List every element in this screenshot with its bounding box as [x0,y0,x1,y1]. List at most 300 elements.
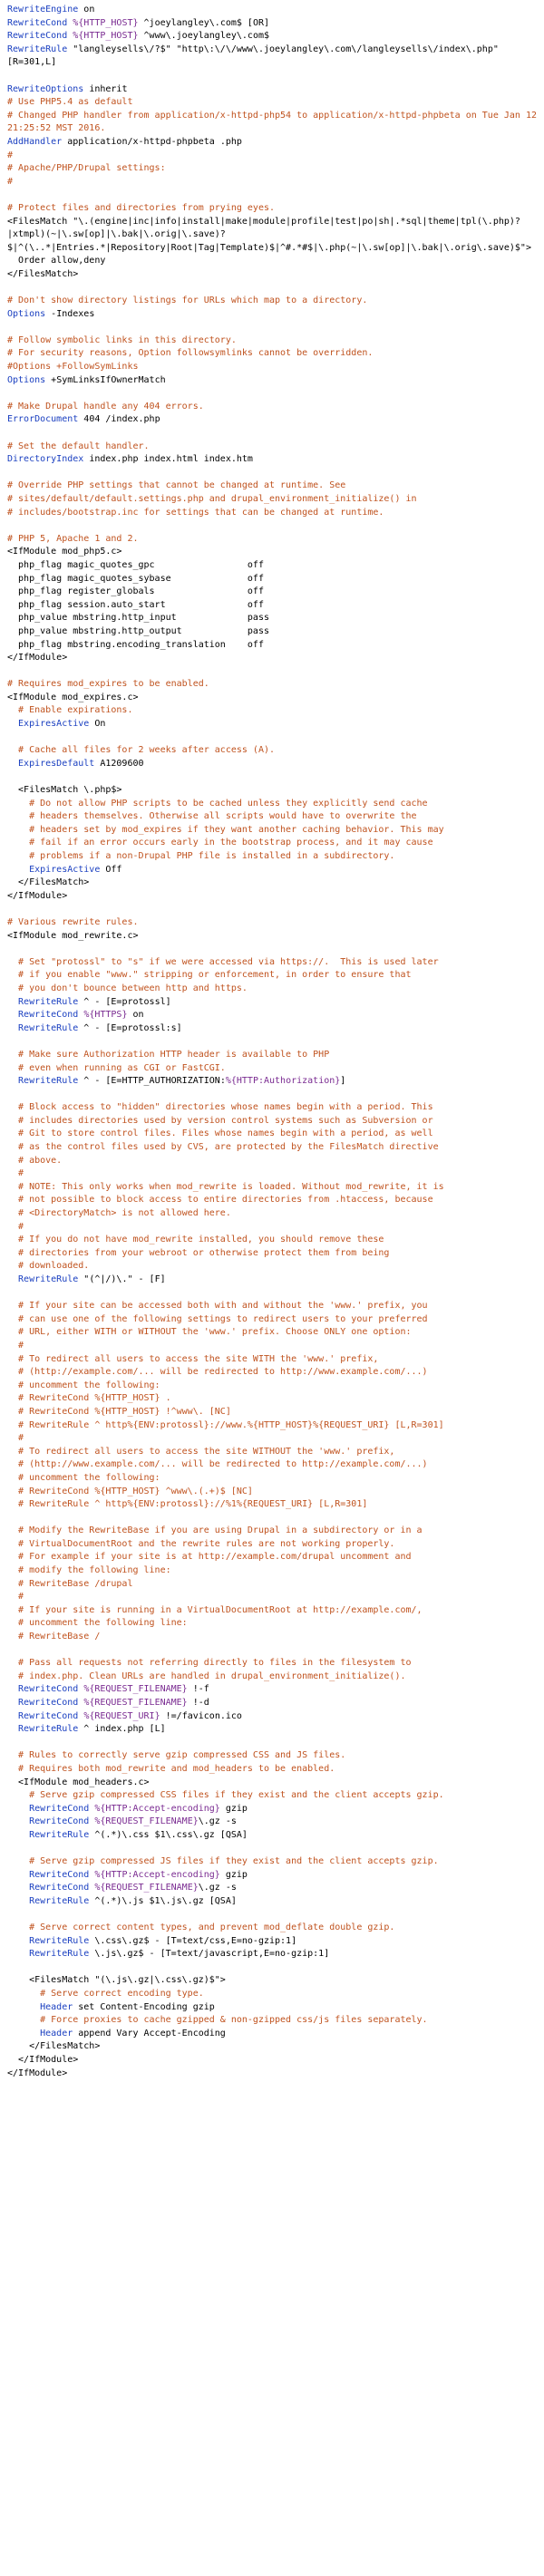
code-line [7,1551,537,1564]
variable-token: %{REQUEST_FILENAME} [83,1698,188,1708]
directive-token: RewriteRule [7,1895,90,1906]
comment-token: # Modify the RewriteBase if you are using Drupal in a subdirectory or in a [7,1525,423,1536]
comment-token: # RewriteBase / [7,1632,101,1642]
code-line [7,1564,537,1578]
comment-token: # Block access to "hidden" directories whose names begin with a period. This [7,1102,433,1113]
code-line [7,1710,537,1724]
directive-token: RewriteCond [7,1698,79,1708]
comment-token: # Make sure Authorization HTTP header is available to PHP [7,1049,330,1060]
comment-token: # modify the following line: [7,1565,171,1576]
blank-line [7,1737,537,1750]
comment-token: # (http://example.com/... will be redirected to http://www.example.com/...) [7,1367,428,1378]
comment-token: # Protect files and directories from prying eyes. [7,202,276,213]
code-line [7,798,537,811]
comment-token: # NOTE: This only works when mod_rewrite is loaded. Without mod_rewrite, it is [7,1181,444,1192]
comment-token: # above. [7,1155,63,1166]
variable-token: %{REQUEST_URI} [83,1710,160,1721]
text-token: [R=301,L] [7,57,57,68]
code-line [7,361,537,374]
code-line [7,1260,537,1273]
code-line [7,704,537,718]
text-token: ^(.*)\.css $1\.css\.gz [QSA] [89,1829,248,1840]
comment-token: # Serve gzip compressed JS files if they exist and the client accepts gzip. [7,1856,439,1867]
text-token: </IfModule> [7,890,68,901]
code-line [7,2068,537,2081]
comment-token: #Options +FollowSymLinks [7,362,139,373]
code-line [7,1763,537,1777]
text-token: "langleysells\/?$" "http\:\/\/www\.joeylangley\.com\/langleysells\/index\.php" [67,44,499,54]
comment-token: # uncomment the following line: [7,1618,188,1629]
directive-token: RewriteRule [7,1724,79,1735]
blank-line [7,519,537,533]
code-line [7,1300,537,1313]
code-line [7,1657,537,1671]
code-line [7,890,537,904]
blank-line [7,1035,537,1049]
directive-token: ExpiresActive [7,719,90,730]
code-line [7,625,537,639]
code-line [7,1353,537,1367]
blank-line [7,427,537,441]
comment-token: # RewriteRule ^ http%{ENV:protossl}://www.%{HTTP_HOST}%{REQUEST_URI} [L,R=301] [7,1419,444,1430]
comment-token: # URL, either WITH or WITHOUT the 'www.' prefix. Choose ONLY one option: [7,1327,412,1338]
text-token: </IfModule> [7,653,68,663]
code-line [7,255,537,268]
variable-token: %{REQUEST_FILENAME} [83,1684,188,1695]
code-line [7,413,537,427]
comment-token: # headers themselves. Otherwise all scripts would have to overwrite the [7,811,417,822]
code-line [7,216,537,229]
code-line [7,1049,537,1062]
code-line [7,876,537,890]
code-line [7,1922,537,1935]
text-token: <IfModule mod_rewrite.c> [7,930,139,941]
text-token: On [89,719,106,730]
directive-token: AddHandler [7,136,63,147]
code-line [7,1115,537,1128]
code-line [7,1009,537,1022]
code-line [7,2054,537,2068]
variable-token: %{REQUEST_FILENAME} [94,1816,199,1827]
code-line [7,810,537,824]
text-token: \.gz -s [198,1883,237,1893]
code-line [7,2040,537,2054]
directive-token: ExpiresDefault [7,758,95,769]
text-token: php_flag register_globals off [7,586,264,597]
variable-token: %{HTTP:Accept-encoding} [94,1869,220,1880]
comment-token: # To redirect all users to access the site WITH the 'www.' prefix, [7,1353,379,1364]
code-line [7,1789,537,1803]
text-token: index.php index.html index.htm [83,454,253,465]
comment-token: # [7,1433,24,1444]
comment-token: # uncomment the following: [7,1380,160,1390]
comment-token: # Force proxies to cache gzipped & non-gzipped css/js files separately. [7,2015,428,2026]
code-line [7,1101,537,1115]
blank-line [7,903,537,916]
text-token: </IfModule> [7,2068,68,2078]
code-line [7,308,537,322]
comment-token: # as the control files used by CVS, are protected by the FilesMatch directive [7,1142,439,1153]
code-line [7,758,537,771]
code-line [7,202,537,216]
blank-line [7,665,537,679]
code-line [7,453,537,467]
code-line [7,1617,537,1631]
code-line [7,956,537,970]
blank-line [7,189,537,202]
comment-token: # if you enable "www." stripping or enforcement, in order to ensure that [7,970,412,981]
code-line [7,969,537,983]
directive-token: DirectoryIndex [7,454,84,465]
text-token: </FilesMatch> [7,877,90,888]
blank-line [7,321,537,334]
comment-token: # Don't show directory listings for URLs which map to a directory. [7,295,368,306]
directive-token: RewriteRule [7,1274,79,1284]
text-token: php_flag magic_quotes_sybase off [7,573,264,584]
variable-token: %{HTTPS} [83,1010,128,1021]
text-token: php_value mbstring.http_output pass [7,625,269,636]
code-line [7,295,537,308]
text-token: |xtmpl)(~|\.sw[op]|\.bak|\.orig|\.save)? [7,229,226,240]
code-line [7,1631,537,1644]
code-line [7,1273,537,1287]
text-token: !-d [187,1698,209,1708]
comment-token: # index.php. Clean URLs are handled in drupal_environment_initialize(). [7,1671,406,1681]
code-line [7,507,537,520]
text-token: "(^|/)\." - [F] [78,1274,166,1284]
comment-token: # RewriteCond %{HTTP_HOST} !^www\. [NC] [7,1406,231,1417]
code-line [7,242,537,256]
code-line [7,692,537,705]
directive-token: RewriteRule [7,1829,90,1840]
code-line [7,150,537,163]
code-line [7,2028,537,2041]
directive-token: Options [7,308,46,319]
comment-token: # RewriteBase /drupal [7,1578,133,1589]
code-line [7,1803,537,1816]
directive-token: RewriteCond [7,1816,90,1827]
text-token: \.js\.gz$ - [T=text/javascript,E=no-gzip:1] [89,1949,330,1960]
comment-token: # headers set by mod_expires if they want another caching behavior. This may [7,824,444,835]
code-line [7,1128,537,1141]
code-line [7,2001,537,2015]
code-line [7,162,537,176]
text-token: php_flag session.auto_start off [7,599,264,610]
comment-token: # Cache all files for 2 weeks after access (A). [7,745,276,756]
text-token: ^ - [E=HTTP_AUTHORIZATION: [78,1076,226,1087]
directive-token: RewriteCond [7,1803,90,1814]
code-line [7,1935,537,1949]
code-line [7,56,537,70]
text-token: <FilesMatch \.php$> [7,785,122,796]
comment-token: # you don't bounce between http and https. [7,983,248,993]
code-line [7,1406,537,1419]
comment-token: # downloaded. [7,1261,90,1272]
variable-token: %{HTTP:Authorization} [225,1076,341,1087]
directive-token: ExpiresActive [7,864,101,875]
text-token: php_value mbstring.http_input pass [7,613,269,624]
directive-token: RewriteCond [7,31,68,42]
comment-token: # Set the default handler. [7,441,150,451]
comment-token: # directories from your webroot or otherwise protect them from being [7,1247,390,1258]
comment-token: # [7,1592,24,1603]
directive-token: RewriteCond [7,1010,79,1021]
code-line [7,652,537,665]
comment-token: # [7,1340,24,1351]
text-token: php_flag magic_quotes_gpc off [7,559,264,570]
comment-token: 21:25:52 MST 2016. [7,123,106,134]
code-line [7,1895,537,1909]
code-line [7,573,537,586]
directive-token: RewriteCond [7,1883,90,1893]
comment-token: # To redirect all users to access the site WITHOUT the 'www.' prefix, [7,1446,395,1457]
code-line [7,1749,537,1763]
comment-token: # Git to store control files. Files whose names begin with a period, as well [7,1128,433,1139]
code-line [7,4,537,17]
code-line [7,1538,537,1552]
code-line [7,930,537,944]
code-line [7,1578,537,1592]
code-line [7,228,537,242]
code-line [7,612,537,625]
code-line [7,1247,537,1261]
blank-line [7,1961,537,1975]
code-line [7,837,537,850]
code-line [7,1155,537,1168]
comment-token: # Follow symbolic links in this directory. [7,334,237,345]
code-line [7,1062,537,1076]
comment-token: # [7,176,14,187]
blank-line [7,1909,537,1922]
comment-token: # <DirectoryMatch> is not allowed here. [7,1208,231,1219]
code-line [7,479,537,493]
comment-token: # includes directories used by version control systems such as Subversion or [7,1115,433,1126]
variable-token: %{HTTP_HOST} [73,31,139,42]
code-line [7,784,537,798]
directive-token: RewriteRule [7,44,68,54]
comment-token: # Serve correct content types, and prevent mod_deflate double gzip. [7,1922,395,1933]
code-line [7,334,537,348]
text-token: set Content-Encoding gzip [73,2001,215,2012]
code-line [7,401,537,414]
text-token: </IfModule> [7,2055,79,2066]
code-line [7,1419,537,1433]
comment-token: # includes/bootstrap.inc for settings that can be changed at runtime. [7,507,384,518]
code-line [7,864,537,877]
text-token: \.css\.gz$ - [T=text/css,E=no-gzip:1] [89,1935,297,1946]
blank-line [7,1089,537,1102]
code-line [7,983,537,996]
code-line [7,268,537,282]
text-token: on [127,1010,144,1021]
text-token: append Vary Accept-Encoding [73,2028,226,2039]
code-line [7,1221,537,1235]
blank-line [7,1287,537,1301]
text-token: !-f [187,1684,209,1695]
text-token: 404 /index.php [78,414,160,425]
code-line [7,44,537,57]
text-token: ^joeylangley\.com$ [OR] [138,17,270,28]
comment-token: # For security reasons, Option followsymlinks cannot be overridden. [7,348,374,359]
comment-token: # Various rewrite rules. [7,916,139,927]
comment-token: # If your site is running in a VirtualDocumentRoot at http://example.com/, [7,1604,423,1615]
code-line [7,1141,537,1155]
code-line [7,1194,537,1207]
comment-token: # fail if an error occurs early in the bootstrap process, and it may cause [7,838,433,848]
code-line [7,1882,537,1895]
comment-token: # If your site can be accessed both with and without the 'www.' prefix, you [7,1301,428,1312]
comment-token: # If you do not have mod_rewrite installed, you should remove these [7,1235,384,1245]
code-line [7,744,537,758]
directive-token: RewriteCond [7,1710,79,1721]
code-line [7,1446,537,1459]
text-token: application/x-httpd-phpbeta .php [62,136,242,147]
code-line [7,136,537,150]
code-line [7,176,537,189]
code-line [7,1697,537,1710]
text-token: ^ - [E=protossl] [78,996,171,1007]
blank-line [7,387,537,401]
code-line [7,2014,537,2028]
code-line [7,1380,537,1393]
code-line [7,1816,537,1829]
code-line [7,1671,537,1684]
comment-token: # [7,1221,24,1232]
text-token: </FilesMatch> [7,2041,101,2052]
comment-token: # uncomment the following: [7,1472,160,1483]
blank-line [7,70,537,83]
directive-token: RewriteRule [7,1935,90,1946]
code-line [7,1948,537,1961]
comment-token: # Override PHP settings that cannot be changed at runtime. See [7,480,346,491]
code-line [7,1988,537,2001]
text-token: on [78,5,95,15]
text-token: -Indexes [45,308,95,319]
directive-token: ErrorDocument [7,414,79,425]
comment-token: # Serve gzip compressed CSS files if they exist and the client accepts gzip. [7,1790,444,1801]
comment-token: # Requires mod_expires to be enabled. [7,679,209,690]
blank-line [7,1843,537,1856]
directive-token: RewriteCond [7,17,68,28]
code-line [7,639,537,653]
code-line [7,1022,537,1036]
code-line [7,1683,537,1697]
comment-token: # not possible to block access to entire directories from .htaccess, because [7,1195,433,1206]
comment-token: # Enable expirations. [7,705,133,716]
comment-token: # Set "protossl" to "s" if we were accessed via https://. This is used later [7,956,439,967]
code-line [7,1855,537,1869]
code-line [7,30,537,44]
code-line [7,1869,537,1883]
code-line [7,1472,537,1486]
code-line [7,599,537,613]
comment-token: # Apache/PHP/Drupal settings: [7,163,166,174]
text-token: Order allow,deny [7,256,106,266]
variable-token: %{HTTP:Accept-encoding} [94,1803,220,1814]
comment-token: # sites/default/default.settings.php and drupal_environment_initialize() in [7,493,417,504]
comment-token: # can use one of the following settings to redirect users to your preferred [7,1313,428,1324]
code-line [7,17,537,31]
directive-token: RewriteEngine [7,5,79,15]
code-line [7,374,537,388]
text-token: <FilesMatch "(\.js\.gz|\.css\.gz)$"> [7,1975,226,1986]
text-token: gzip [219,1803,248,1814]
blank-line [7,1644,537,1658]
variable-token: %{REQUEST_FILENAME} [94,1883,199,1893]
text-token: </FilesMatch> [7,268,79,279]
comment-token: # RewriteRule ^ http%{ENV:protossl}://%1%{REQUEST_URI} [L,R=301] [7,1499,368,1510]
text-token: ] [340,1076,346,1087]
code-line [7,1167,537,1181]
comment-token: # RewriteCond %{HTTP_HOST} . [7,1393,171,1404]
code-line [7,347,537,361]
comment-token: # (http://www.example.com/... will be redirected to http://example.com/...) [7,1459,428,1470]
code-line [7,824,537,838]
text-token: +SymLinksIfOwnerMatch [45,374,166,385]
blank-line [7,467,537,480]
code-line [7,546,537,559]
code-line [7,1486,537,1499]
text-token: inherit [83,83,128,94]
text-token: A1209600 [94,758,144,769]
code-line [7,586,537,599]
text-token: <IfModule mod_php5.c> [7,547,122,557]
directive-token: RewriteRule [7,1076,79,1087]
code-line [7,1525,537,1538]
code-line [7,533,537,547]
comment-token: # For example if your site is at http://example.com/drupal uncomment and [7,1552,412,1563]
code-line [7,1075,537,1089]
code-line [7,1498,537,1512]
code-view [7,4,537,2080]
code-line [7,122,537,136]
code-line [7,559,537,573]
comment-token: # problems if a non-Drupal PHP file is installed in a subdirectory. [7,851,395,861]
comment-token: # Make Drupal handle any 404 errors. [7,401,204,412]
code-line [7,1458,537,1472]
code-line [7,1366,537,1380]
code-line [7,1829,537,1843]
code-line [7,1207,537,1221]
directive-token: Header [7,2028,73,2039]
text-token: <IfModule mod_headers.c> [7,1777,150,1787]
directive-token: Header [7,2001,73,2012]
code-line [7,493,537,507]
comment-token: # Use PHP5.4 as default [7,97,133,108]
code-line [7,1392,537,1406]
code-line [7,441,537,454]
code-line [7,1340,537,1353]
text-token: <IfModule mod_expires.c> [7,692,139,702]
comment-token: # [7,150,14,160]
blank-line [7,731,537,745]
code-line [7,1234,537,1247]
text-token: php_flag mbstring.encoding_translation off [7,639,264,650]
directive-token: Options [7,374,46,385]
directive-token: RewriteRule [7,1949,90,1960]
comment-token: # VirtualDocumentRoot and the rewrite rules are not working properly. [7,1538,395,1549]
text-token: ^ index.php [L] [78,1724,166,1735]
directive-token: RewriteRule [7,1022,79,1033]
code-line [7,718,537,731]
code-line [7,1604,537,1618]
blank-line [7,281,537,295]
code-line [7,1313,537,1327]
blank-line [7,1512,537,1525]
comment-token: # RewriteCond %{HTTP_HOST} ^www\.(.+)$ [NC] [7,1486,253,1496]
variable-token: %{HTTP_HOST} [73,17,139,28]
code-line [7,1591,537,1604]
